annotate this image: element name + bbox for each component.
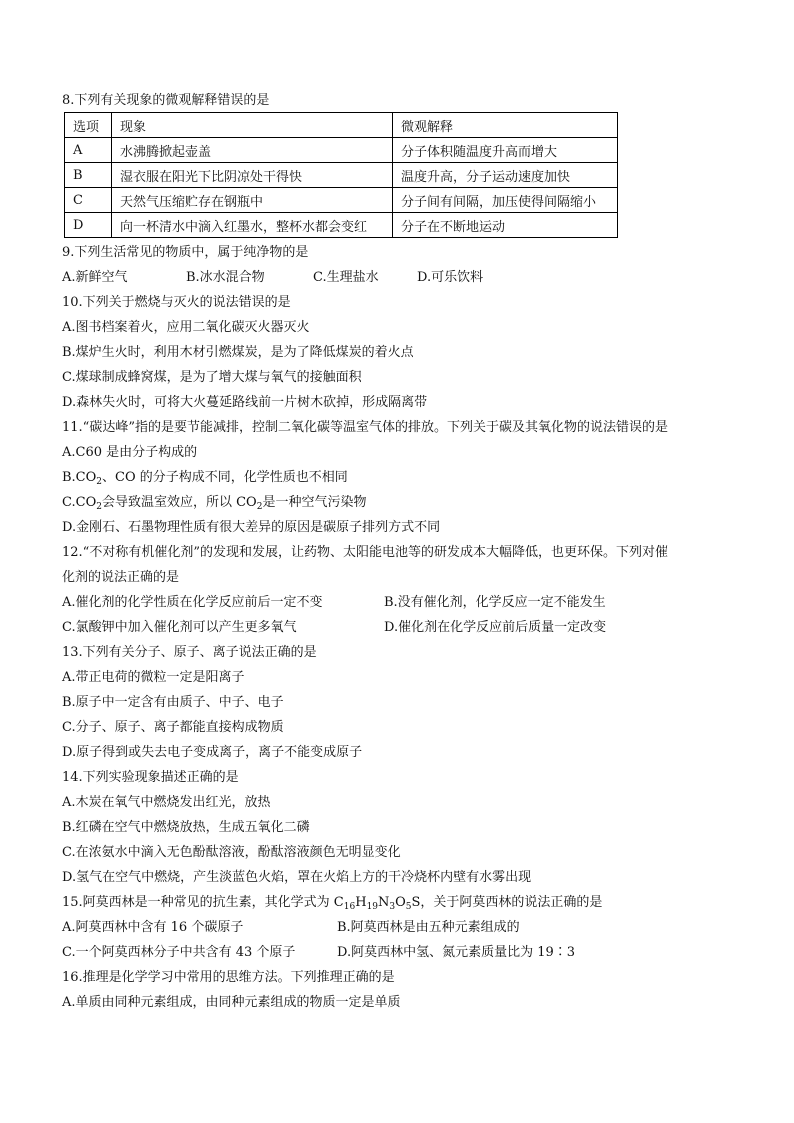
q15-h: H bbox=[355, 895, 367, 910]
table-row bbox=[65, 188, 618, 213]
q11-option-b bbox=[62, 469, 348, 487]
table-row bbox=[65, 138, 618, 163]
q9-option-d: D.可乐饮料 bbox=[417, 270, 484, 285]
q15-option-a: A.阿莫西林中含有 16 个碳原子 bbox=[62, 920, 244, 935]
q11-b-text2: 、CO 的分子构成不同，化学性质也不相同 bbox=[102, 470, 348, 485]
q13-stem: 13.下列有关分子、原子、离子说法正确的是 bbox=[62, 645, 317, 660]
q10-stem: 10.下列关于燃烧与灭火的说法错误的是 bbox=[62, 295, 291, 310]
q13-option-a: A.带正电荷的微粒一定是阳离子 bbox=[62, 670, 245, 685]
table-row bbox=[65, 213, 618, 238]
table-row bbox=[65, 163, 618, 188]
q10-option-a: A.图书档案着火，应用二氧化碳灭火器灭火 bbox=[62, 320, 310, 335]
q15-option-d: D.阿莫西林中氢、氮元素质量比为 19∶3 bbox=[337, 945, 576, 960]
q8-table bbox=[64, 112, 618, 238]
q10-option-d: D.森林失火时，可将大火蔓延路线前一片树木砍掉，形成隔离带 bbox=[62, 395, 428, 410]
q15-sub-h: 19 bbox=[366, 902, 379, 912]
row-explanation: 分子体积随温度升高而增大 bbox=[393, 138, 618, 163]
q11-b-text1: B.CO bbox=[62, 470, 97, 485]
q12-option-b: B.没有催化剂，化学反应一定不能发生 bbox=[384, 595, 606, 610]
q16-option-a: A.单质由同种元素组成，由同种元素组成的物质一定是单质 bbox=[62, 995, 401, 1010]
q11-stem: 11.“碳达峰”指的是要节能减排，控制二氧化碳等温室气体的排放。下列关于碳及其氧化物的说法错误的是 bbox=[62, 420, 668, 435]
row-option: B bbox=[65, 163, 112, 188]
q15-n: N bbox=[378, 895, 390, 910]
q9-option-a: A.新鲜空气 bbox=[62, 270, 128, 285]
q14-option-c: C.在浓氨水中滴入无色酚酞溶液，酚酞溶液颜色无明显变化 bbox=[62, 845, 401, 860]
q14-stem: 14.下列实验现象描述正确的是 bbox=[62, 770, 239, 785]
row-explanation: 分子间有间隔，加压使得间隔缩小 bbox=[393, 188, 618, 213]
q11-c-text1: C.CO bbox=[62, 495, 97, 510]
q12-option-a: A.催化剂的化学性质在化学反应前后一定不变 bbox=[62, 595, 323, 610]
row-phenomenon: 天然气压缩贮存在钢瓶中 bbox=[112, 188, 393, 213]
row-phenomenon: 湿衣服在阳光下比阴凉处干得快 bbox=[112, 163, 393, 188]
q11-c-sub1: 2 bbox=[96, 502, 102, 512]
q12-option-c: C.氯酸钾中加入催化剂可以产生更多氧气 bbox=[62, 620, 297, 635]
q12-stem-line2: 化剂的说法正确的是 bbox=[62, 570, 180, 585]
q11-option-d: D.金刚石、石墨物理性质有很大差异的原因是碳原子排列方式不同 bbox=[62, 520, 441, 535]
row-explanation: 分子在不断地运动 bbox=[393, 213, 618, 238]
q15-o: O bbox=[395, 895, 406, 910]
q15-stem bbox=[62, 894, 602, 912]
q9-option-b: B.冰水混合物 bbox=[186, 270, 265, 285]
table-header-row bbox=[65, 113, 618, 138]
row-option: A bbox=[65, 138, 112, 163]
q12-option-d: D.催化剂在化学反应前后质量一定改变 bbox=[384, 620, 607, 635]
q11-c-sub2: 2 bbox=[256, 502, 263, 512]
q15-option-c: C.一个阿莫西林分子中共含有 43 个原子 bbox=[62, 945, 296, 960]
q14-option-a: A.木炭在氧气中燃烧发出红光，放热 bbox=[62, 795, 271, 810]
q15-stem-pre: 15.阿莫西林是一种常见的抗生素，其化学式为 C bbox=[62, 895, 344, 910]
row-phenomenon: 水沸腾掀起壶盖 bbox=[112, 138, 393, 163]
q16-stem: 16.推理是化学学习中常用的思维方法。下列推理正确的是 bbox=[62, 970, 395, 985]
q10-option-b: B.煤炉生火时，利用木材引燃煤炭，是为了降低煤炭的着火点 bbox=[62, 345, 414, 360]
q13-option-c: C.分子、原子、离子都能直接构成物质 bbox=[62, 720, 284, 735]
q9-option-c: C.生理盐水 bbox=[313, 270, 379, 285]
row-phenomenon: 向一杯清水中滴入红墨水，整杯水都会变红 bbox=[112, 213, 393, 238]
header-explanation: 微观解释 bbox=[393, 113, 618, 138]
q14-option-d: D.氢气在空气中燃烧，产生淡蓝色火焰，罩在火焰上方的干冷烧杯内壁有水雾出现 bbox=[62, 870, 532, 885]
q15-sub-n: 3 bbox=[389, 902, 396, 912]
q12-stem-line1: 12.“不对称有机催化剂”的发现和发展，让药物、太阳能电池等的研发成本大幅降低，也更环保。下列对催 bbox=[62, 545, 668, 560]
q15-sub-c: 16 bbox=[343, 902, 356, 912]
q14-option-b: B.红磷在空气中燃烧放热，生成五氧化二磷 bbox=[62, 820, 310, 835]
row-explanation: 温度升高，分子运动速度加快 bbox=[393, 163, 618, 188]
q11-b-sub1: 2 bbox=[96, 477, 103, 487]
q11-c-text3: 是一种空气污染物 bbox=[262, 495, 367, 510]
q11-c-text2: 会导致温室效应，所以 CO bbox=[101, 495, 257, 510]
q13-option-b: B.原子中一定含有由质子、中子、电子 bbox=[62, 695, 284, 710]
q13-option-d: D.原子得到或失去电子变成离子，离子不能变成原子 bbox=[62, 745, 363, 760]
q15-option-b: B.阿莫西林是由五种元素组成的 bbox=[337, 920, 520, 935]
row-option: C bbox=[65, 188, 112, 213]
q15-sub-o: 5 bbox=[405, 902, 412, 912]
header-option: 选项 bbox=[65, 113, 112, 138]
q8-stem: 8.下列有关现象的微观解释错误的是 bbox=[62, 93, 270, 108]
q9-stem: 9.下列生活常见的物质中，属于纯净物的是 bbox=[62, 245, 309, 260]
q11-option-a: A.C60 是由分子构成的 bbox=[62, 445, 198, 460]
q10-option-c: C.煤球制成蜂窝煤，是为了增大煤与氧气的接触面积 bbox=[62, 370, 362, 385]
row-option: D bbox=[65, 213, 112, 238]
header-phenomenon: 现象 bbox=[112, 113, 393, 138]
q15-stem-post: S，关于阿莫西林的说法正确的是 bbox=[411, 895, 603, 910]
q11-option-c bbox=[62, 494, 366, 512]
